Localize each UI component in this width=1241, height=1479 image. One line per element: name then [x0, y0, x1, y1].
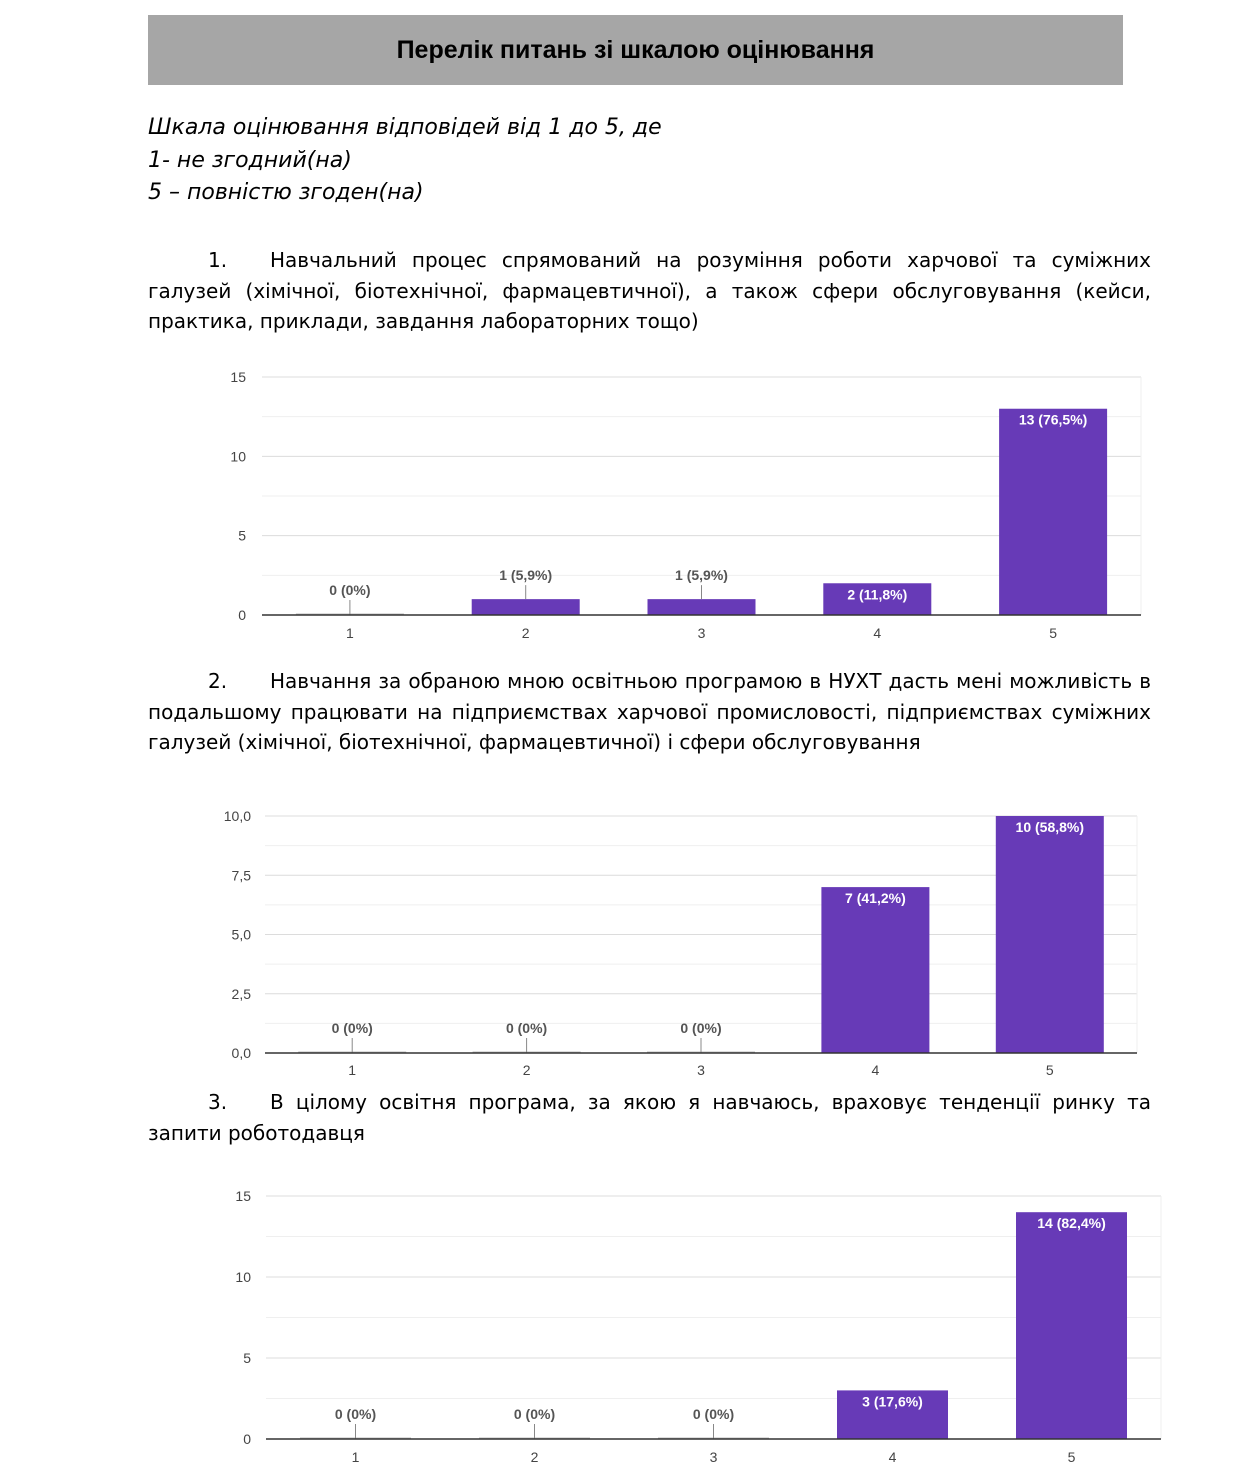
scale-line-3: 5 – повністю згоден(на) — [148, 180, 424, 205]
x-tick-label: 4 — [888, 1449, 897, 1465]
y-tick-label: 0 — [238, 607, 246, 623]
x-tick-label: 1 — [351, 1449, 360, 1465]
data-label: 14 (82,4%) — [1037, 1215, 1106, 1232]
y-tick-label: 10 — [230, 448, 246, 465]
question-text: Навчання за обраною мною освітньою програмою в НУХТ дасть мені можливість в подальшому працювати на підприємствах харчової промисловості, підприємствах суміжних галузей (хімічної, біотехнічної, фармацевтичної) і сфери обслуговування — [148, 669, 1151, 754]
chart-question-2 — [0, 800, 1241, 1085]
data-label: 0 (0%) — [331, 1020, 373, 1036]
page-title: Перелік питань зі шкалою оцінювання — [396, 35, 875, 64]
data-label: 3 (17,6%) — [862, 1393, 923, 1410]
data-label: 1 (5,9%) — [675, 567, 728, 584]
data-label: 0 (0%) — [513, 1406, 556, 1422]
question-number: 3. — [208, 1090, 228, 1114]
question-1 — [148, 245, 1151, 337]
data-label: 0 (0%) — [692, 1406, 735, 1422]
data-label: 1 (5,9%) — [499, 567, 553, 584]
y-tick-label: 5,0 — [231, 926, 251, 943]
y-tick-label: 7,5 — [231, 867, 251, 884]
data-label: 0 (0%) — [334, 1406, 377, 1422]
x-tick-label: 4 — [871, 1062, 880, 1078]
y-tick-label: 10 — [235, 1269, 251, 1285]
y-tick-label: 10,0 — [223, 808, 251, 824]
x-tick-label: 5 — [1049, 625, 1057, 641]
bar — [472, 599, 580, 615]
data-label: 13 (76,5%) — [1018, 411, 1088, 428]
question-text: В цілому освітня програма, за якою я навчаюсь, враховує тенденції ринку та запити роботодавця — [148, 1090, 1151, 1145]
question-2 — [148, 666, 1151, 758]
x-tick-label: 1 — [346, 625, 354, 641]
x-tick-label: 3 — [697, 1062, 705, 1078]
y-tick-label: 2,5 — [231, 985, 251, 1002]
x-tick-label: 3 — [697, 625, 706, 641]
chart-question-3 — [0, 1180, 1241, 1479]
x-tick-label: 2 — [521, 625, 530, 641]
x-tick-label: 2 — [530, 1449, 539, 1465]
x-tick-label: 2 — [522, 1062, 531, 1078]
question-number: 2. — [208, 669, 228, 693]
y-tick-label: 15 — [230, 369, 246, 385]
x-tick-label: 4 — [873, 625, 882, 641]
question-3 — [148, 1087, 1151, 1148]
scale-line-1: Шкала оцінювання відповідей від 1 до 5, де — [148, 115, 662, 140]
y-tick-label: 0,0 — [231, 1045, 251, 1061]
page-header — [148, 15, 1123, 85]
x-tick-label: 5 — [1045, 1062, 1054, 1078]
data-label: 0 (0%) — [329, 582, 371, 598]
bar — [648, 599, 756, 615]
data-label: 10 (58,8%) — [1015, 819, 1085, 835]
data-label: 2 (11,8%) — [847, 586, 908, 603]
bar — [1016, 1212, 1127, 1439]
x-tick-label: 3 — [709, 1449, 718, 1465]
y-tick-label: 5 — [243, 1350, 251, 1366]
data-label: 0 (0%) — [505, 1020, 548, 1036]
rating-scale-description — [148, 112, 662, 210]
x-tick-label: 5 — [1067, 1449, 1076, 1465]
data-label: 7 (41,2%) — [845, 890, 906, 907]
question-text: Навчальний процес спрямований на розуміння роботи харчової та суміжних галузей (хімічної, біотехнічної, фармацевтичної), а також сфери обслуговування (кейси, практика, приклади, завдання лабораторних тощо) — [148, 248, 1151, 333]
chart-question-1 — [0, 362, 1241, 647]
scale-line-2: 1- не згодний(на) — [148, 147, 352, 173]
question-number: 1. — [208, 248, 228, 272]
y-tick-label: 5 — [238, 527, 246, 544]
bar — [996, 816, 1104, 1053]
bar — [821, 887, 929, 1053]
data-label: 0 (0%) — [680, 1020, 722, 1036]
x-tick-label: 1 — [348, 1062, 357, 1078]
y-tick-label: 15 — [235, 1188, 251, 1204]
y-tick-label: 0 — [243, 1431, 251, 1447]
bar — [999, 409, 1107, 615]
